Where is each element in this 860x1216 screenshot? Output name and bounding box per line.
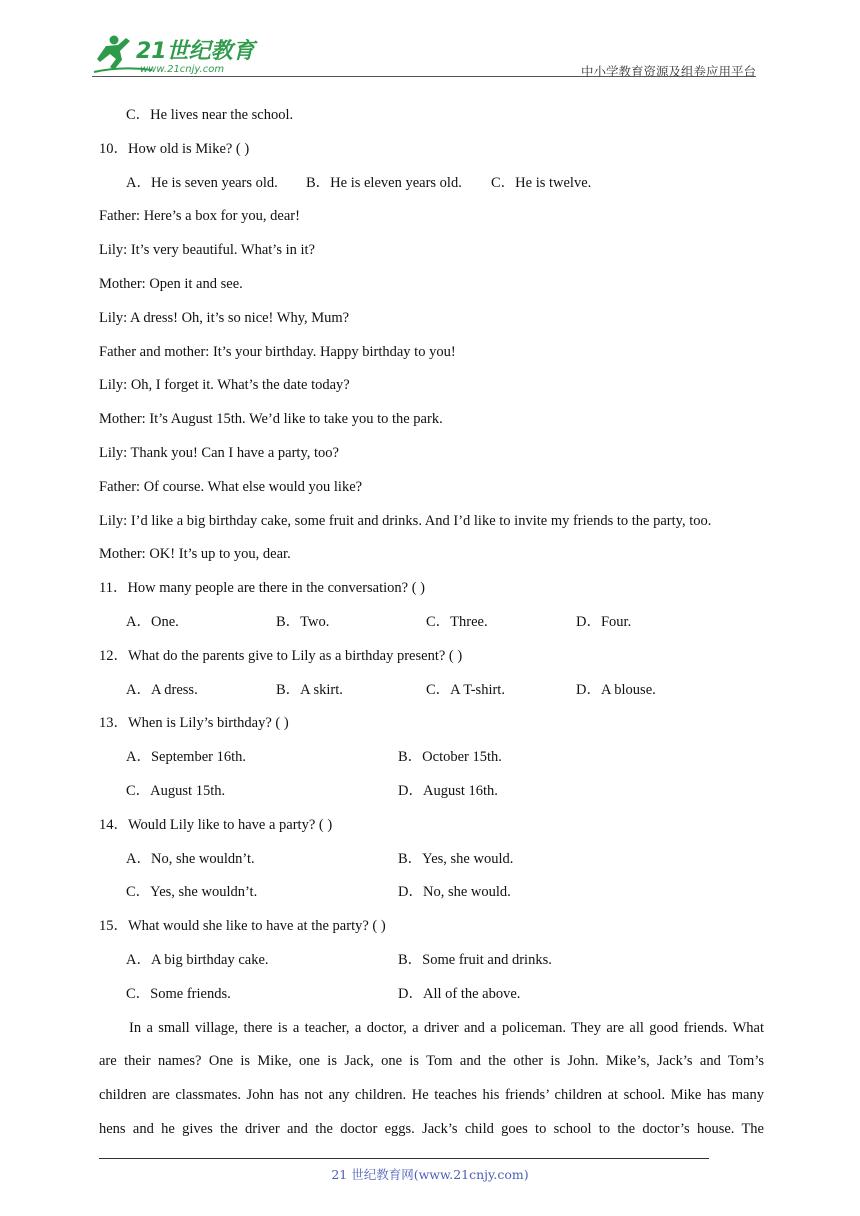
answer-option: C．He is twelve. bbox=[491, 174, 592, 191]
reading-passage-line: children are classmates. John has not any children. He teaches his friends’ children at school. Mike has many bbox=[99, 1087, 764, 1104]
dialogue-line: Lily: Thank you! Can I have a party, too? bbox=[99, 444, 339, 461]
answer-options-row bbox=[99, 677, 764, 711]
dialogue-line: Mother: Open it and see. bbox=[99, 275, 243, 292]
dialogue-line: Lily: Oh, I forget it. What’s the date today? bbox=[99, 377, 350, 394]
answer-options-row bbox=[99, 609, 764, 643]
answer-option: A．September 16th. bbox=[126, 749, 247, 766]
answer-option: B．A skirt. bbox=[276, 681, 343, 698]
dialogue-line: Father and mother: It’s your birthday. Happy birthday to you! bbox=[99, 343, 456, 360]
answer-options-row bbox=[99, 170, 764, 204]
footer-divider bbox=[99, 1158, 709, 1159]
question-stem: 13．When is Lily’s birthday? ( ) bbox=[99, 715, 289, 732]
dialogue-line: Father: Of course. What else would you like? bbox=[99, 478, 363, 495]
answer-option: C．Three. bbox=[426, 613, 488, 630]
dialogue-line: Mother: It’s August 15th. We’d like to take you to the park. bbox=[99, 411, 443, 428]
answer-option: C．Some friends. bbox=[126, 985, 231, 1002]
answer-option: D．Four. bbox=[576, 613, 632, 630]
dialogue-line: Lily: It’s very beautiful. What’s in it? bbox=[99, 242, 315, 259]
answer-options-row bbox=[99, 981, 764, 1015]
question-stem: 15．What would she like to have at the party? ( ) bbox=[99, 918, 386, 935]
answer-options-row bbox=[99, 879, 764, 913]
page-header bbox=[92, 30, 756, 80]
dialogue-line: Mother: OK! It’s up to you, dear. bbox=[99, 546, 291, 563]
reading-passage-line: are their names? One is Mike, one is Jack, one is Tom and the other is John. Mike’s, Jack’s and Tom’s bbox=[99, 1053, 764, 1070]
question-stem: 12．What do the parents give to Lily as a birthday present? ( ) bbox=[99, 647, 463, 664]
question-stem: 11．How many people are there in the conversation? ( ) bbox=[99, 580, 425, 597]
dialogue-line: Father: Here’s a box for you, dear! bbox=[99, 208, 300, 225]
dialogue-line: Lily: I’d like a big birthday cake, some fruit and drinks. And I’d like to invite my friends to the party, too. bbox=[99, 512, 712, 529]
answer-options-row bbox=[99, 947, 764, 981]
answer-options-row bbox=[99, 846, 764, 880]
answer-option: D．A blouse. bbox=[576, 681, 656, 698]
header-divider bbox=[92, 76, 756, 77]
dialogue-line: Lily: A dress! Oh, it’s so nice! Why, Mum? bbox=[99, 309, 350, 326]
logo-main-text: 21世纪教育 bbox=[136, 39, 255, 64]
answer-option: B．Some fruit and drinks. bbox=[398, 951, 552, 968]
page-footer: 21 世纪教育网(www.21cnjy.com) bbox=[331, 1167, 529, 1182]
reading-passage-line: hens and he gives the driver and the doctor eggs. Jack’s child goes to school to the doctor’s house. The bbox=[99, 1120, 764, 1137]
logo-url-text: www.21cnjy.com bbox=[140, 64, 225, 75]
answer-option: C．August 15th. bbox=[126, 782, 226, 799]
answer-options-row bbox=[99, 744, 764, 778]
reading-passage-line: In a small village, there is a teacher, a doctor, a driver and a policeman. They are all good friends. What bbox=[129, 1019, 764, 1036]
answer-option: C．A T-shirt. bbox=[426, 681, 505, 698]
answer-option: B．October 15th. bbox=[398, 749, 502, 766]
answer-option: A．A big birthday cake. bbox=[126, 951, 269, 968]
answer-option: A．One. bbox=[126, 613, 179, 630]
answer-option: D．All of the above. bbox=[398, 985, 521, 1002]
logo-21cnjy bbox=[92, 32, 262, 76]
answer-option: C．He lives near the school. bbox=[126, 107, 294, 123]
answer-option: B．He is eleven years old. bbox=[306, 174, 462, 191]
answer-option: B．Two. bbox=[276, 613, 330, 630]
answer-option: C．Yes, she wouldn’t. bbox=[126, 884, 258, 901]
question-stem: 14．Would Lily like to have a party? ( ) bbox=[99, 816, 333, 833]
answer-option: A．No, she wouldn’t. bbox=[126, 850, 255, 867]
answer-option: B．Yes, she would. bbox=[398, 850, 514, 867]
page-content bbox=[99, 102, 764, 1150]
answer-option: D．August 16th. bbox=[398, 782, 498, 799]
question-stem: 10．How old is Mike? ( ) bbox=[99, 140, 250, 157]
answer-option: A．He is seven years old. bbox=[126, 174, 278, 191]
answer-option: A．A dress. bbox=[126, 681, 198, 698]
answer-option: D．No, she would. bbox=[398, 884, 511, 901]
header-tagline: 中小学教育资源及组卷应用平台 bbox=[580, 64, 756, 79]
answer-options-row bbox=[99, 778, 764, 812]
